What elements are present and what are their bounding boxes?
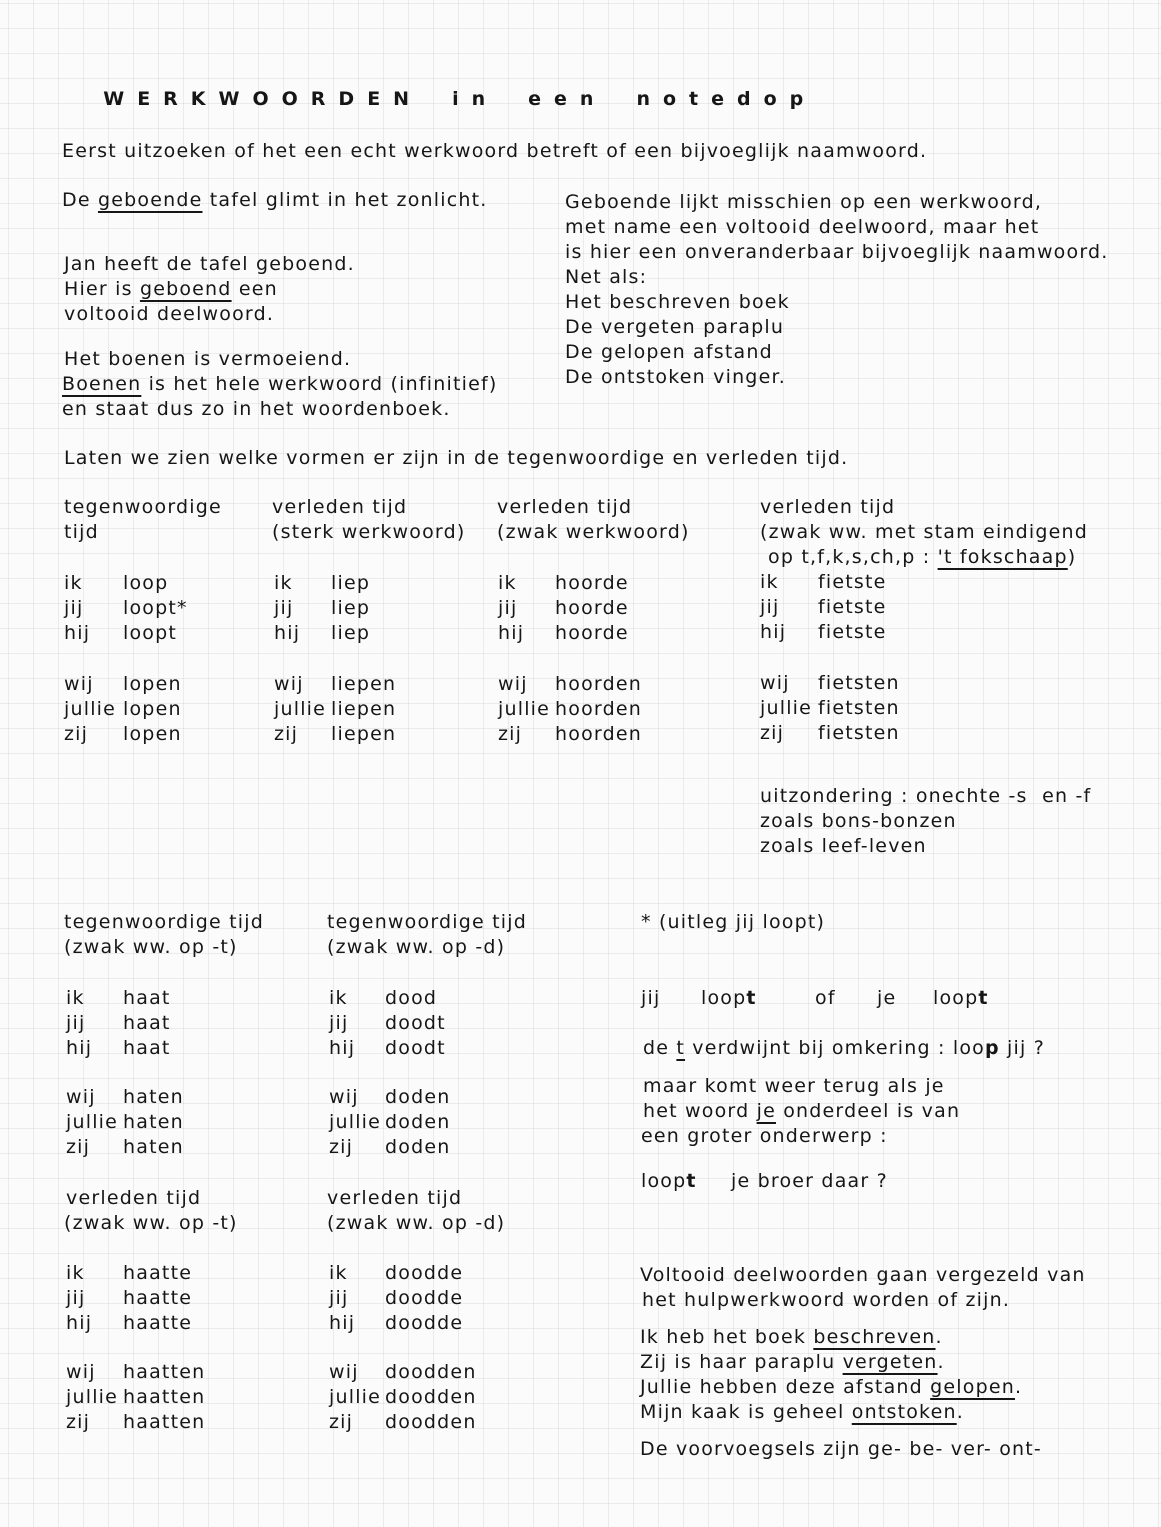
- text: De: [62, 189, 98, 211]
- col1-header-b: tijd: [64, 521, 99, 543]
- col2-header-a: verleden tijd: [272, 496, 408, 518]
- verb-form: doden: [385, 1136, 451, 1158]
- left-line-7: en staat dus zo in het woordenboek.: [62, 398, 451, 420]
- verb-form: liepen: [331, 723, 397, 745]
- uitleg-s2: [701, 986, 757, 1011]
- text: Zij is haar paraplu: [640, 1351, 843, 1373]
- verb-form: dood: [385, 987, 438, 1009]
- pronoun: jullie: [329, 1111, 382, 1133]
- pronoun: zij: [329, 1411, 354, 1433]
- pronoun: jij: [66, 1287, 86, 1309]
- title-word-3: een: [528, 88, 607, 110]
- text: de: [643, 1037, 677, 1059]
- pronoun: wij: [274, 673, 304, 695]
- underlined-word: t: [676, 1037, 686, 1059]
- pronoun: zij: [274, 723, 299, 745]
- text: loop: [701, 987, 747, 1009]
- uitleg-m3: een groter onderwerp :: [641, 1125, 888, 1147]
- bold-letter: p: [985, 1037, 1000, 1059]
- pronoun: ik: [498, 572, 517, 594]
- right-line-1: Geboende lijkt misschien op een werkwoord,: [565, 191, 1043, 213]
- col1-header-a: tegenwoordige: [64, 496, 222, 518]
- pronoun: jij: [329, 1287, 349, 1309]
- uitleg-s1: jij: [641, 987, 661, 1009]
- uitleg-m2: [643, 1099, 960, 1124]
- text: is het hele werkwoord (infinitief): [141, 373, 498, 395]
- dood-header-a: tegenwoordige tijd: [327, 911, 527, 933]
- pronoun: hij: [498, 622, 525, 644]
- title-word-4: notedop: [636, 88, 817, 110]
- pronoun: ik: [274, 572, 293, 594]
- pronoun: wij: [66, 1361, 96, 1383]
- pronoun: ik: [64, 572, 83, 594]
- haatte-header-a: verleden tijd: [66, 1187, 202, 1209]
- page-title: [64, 62, 816, 112]
- uitleg-s3: of: [815, 987, 836, 1009]
- text: .: [1015, 1376, 1023, 1398]
- pronoun: jij: [64, 597, 84, 619]
- pronoun: hij: [329, 1312, 356, 1334]
- pronoun: hij: [760, 621, 787, 643]
- underlined-word: vergeten: [842, 1351, 938, 1373]
- pronoun: zij: [760, 722, 785, 744]
- pronoun: wij: [329, 1361, 359, 1383]
- text: loop: [933, 987, 979, 1009]
- uitleg-s5: [933, 986, 989, 1011]
- col3-header-b: (zwak werkwoord): [497, 521, 690, 543]
- verb-form: doden: [385, 1086, 451, 1108]
- voltooid-line-2: het hulpwerkwoord worden of zijn.: [642, 1289, 1011, 1311]
- verb-form: haatten: [123, 1361, 206, 1383]
- verb-form: doodde: [385, 1262, 464, 1284]
- haat-header-a: tegenwoordige tijd: [64, 911, 264, 933]
- underlined-word: geboende: [97, 189, 203, 211]
- right-line-6: De vergeten paraplu: [565, 316, 785, 338]
- bold-letter: t: [746, 987, 757, 1009]
- pronoun: wij: [329, 1086, 359, 1108]
- verb-form: haten: [123, 1136, 184, 1158]
- verb-form: hoorden: [555, 673, 642, 695]
- verb-form: lopen: [123, 723, 182, 745]
- verb-form: liep: [331, 597, 371, 619]
- verb-form: haatte: [123, 1262, 193, 1284]
- verb-form: haat: [123, 987, 171, 1009]
- example-3: [640, 1375, 1022, 1400]
- pronoun: zij: [66, 1411, 91, 1433]
- pronoun: ik: [66, 987, 85, 1009]
- pronoun: ik: [329, 987, 348, 1009]
- pronoun: wij: [760, 672, 790, 694]
- col4-header-c: [768, 545, 1076, 570]
- underlined-word: gelopen: [930, 1376, 1016, 1398]
- text: ): [1067, 546, 1077, 568]
- verb-form: liepen: [331, 673, 397, 695]
- pronoun: hij: [329, 1037, 356, 1059]
- verb-form: doodde: [385, 1287, 464, 1309]
- bold-letter: t: [686, 1170, 697, 1192]
- pronoun: jullie: [329, 1386, 382, 1408]
- pronoun: ik: [329, 1262, 348, 1284]
- text: een: [231, 278, 278, 300]
- underlined-word: 't fokschaap: [937, 546, 1068, 568]
- exception-line-2: zoals bons-bonzen: [760, 810, 957, 832]
- verb-form: fietste: [818, 621, 887, 643]
- pronoun: ik: [760, 571, 779, 593]
- uitleg-q2: je broer daar ?: [731, 1170, 888, 1192]
- col4-header-b: (zwak ww. met stam eindigend: [760, 521, 1089, 543]
- verb-form: hoorden: [555, 723, 642, 745]
- haat-header-b: (zwak ww. op -t): [64, 936, 238, 958]
- pronoun: jij: [760, 596, 780, 618]
- underlined-word: beschreven: [813, 1326, 936, 1348]
- pronoun: jij: [66, 1012, 86, 1034]
- text: jij ?: [999, 1037, 1046, 1059]
- right-line-5: Het beschreven boek: [565, 291, 790, 313]
- verb-form: fietsten: [818, 697, 900, 719]
- pronoun: hij: [64, 622, 91, 644]
- verb-form: loop: [123, 572, 169, 594]
- verb-form: lopen: [123, 698, 182, 720]
- pronoun: jullie: [498, 698, 551, 720]
- pronoun: jullie: [66, 1386, 119, 1408]
- text: Mijn kaak is geheel: [640, 1401, 852, 1423]
- pronoun: jullie: [66, 1111, 119, 1133]
- verb-form: haat: [123, 1037, 171, 1059]
- underlined-word: Boenen: [62, 373, 142, 395]
- verb-form: liepen: [331, 698, 397, 720]
- left-line-4: voltooid deelwoord.: [64, 303, 275, 325]
- pronoun: jullie: [760, 697, 813, 719]
- col3-header-a: verleden tijd: [497, 496, 633, 518]
- text: .: [956, 1401, 964, 1423]
- text: Ik heb het boek: [640, 1326, 814, 1348]
- uitleg-s4: je: [877, 987, 897, 1009]
- dood-header-b: (zwak ww. op -d): [327, 936, 506, 958]
- verb-form: haat: [123, 1012, 171, 1034]
- verb-form: lopen: [123, 673, 182, 695]
- right-line-4: Net als:: [565, 266, 648, 288]
- pronoun: jullie: [64, 698, 117, 720]
- text: Hier is: [64, 278, 140, 300]
- example-4: [640, 1400, 964, 1425]
- example-2: [640, 1350, 945, 1375]
- verb-form: doodde: [385, 1312, 464, 1334]
- verb-form: fietste: [818, 571, 887, 593]
- pronoun: zij: [498, 723, 523, 745]
- section-intro: Laten we zien welke vormen er zijn in de tegenwoordige en verleden tijd.: [64, 447, 849, 469]
- verb-form: loopt*: [123, 597, 188, 619]
- pronoun: zij: [64, 723, 89, 745]
- text: het woord: [643, 1100, 757, 1122]
- prefixes-line: De voorvoegsels zijn ge- be- ver- ont-: [640, 1438, 1042, 1460]
- pronoun: ik: [66, 1262, 85, 1284]
- text: Jullie hebben deze afstand: [640, 1376, 931, 1398]
- left-line-1: [62, 188, 488, 213]
- text: tafel glimt in het zonlicht.: [202, 189, 488, 211]
- verb-form: doodt: [385, 1012, 446, 1034]
- text: op t,f,k,s,ch,p :: [768, 546, 938, 568]
- haatte-header-b: (zwak ww. op -t): [64, 1212, 238, 1234]
- verb-form: haatte: [123, 1312, 193, 1334]
- verb-form: haten: [123, 1086, 184, 1108]
- pronoun: wij: [64, 673, 94, 695]
- verb-form: fietste: [818, 596, 887, 618]
- verb-form: haatte: [123, 1287, 193, 1309]
- underlined-word: je: [756, 1100, 776, 1122]
- uitleg-heading: * (uitleg jij loopt): [641, 911, 826, 933]
- voltooid-line-1: Voltooid deelwoorden gaan vergezeld van: [640, 1264, 1086, 1286]
- uitleg-omkering: [643, 1036, 1045, 1061]
- doodde-header-a: verleden tijd: [327, 1187, 463, 1209]
- pronoun: jij: [329, 1012, 349, 1034]
- pronoun: wij: [66, 1086, 96, 1108]
- right-line-3: is hier een onveranderbaar bijvoeglijk naamwoord.: [565, 241, 1109, 263]
- title-word-1: WERKWOORDEN: [103, 88, 423, 110]
- right-line-7: De gelopen afstand: [565, 341, 773, 363]
- verb-form: hoorde: [555, 572, 629, 594]
- pronoun: hij: [274, 622, 301, 644]
- uitleg-m1: maar komt weer terug als je: [643, 1075, 945, 1097]
- verb-form: hoorde: [555, 597, 629, 619]
- left-line-6: [62, 372, 498, 397]
- left-line-2: Jan heeft de tafel geboend.: [64, 253, 355, 275]
- right-line-2: met name een voltooid deelwoord, maar het: [565, 216, 1040, 238]
- verb-form: liep: [331, 572, 371, 594]
- pronoun: zij: [329, 1136, 354, 1158]
- col2-header-b: (sterk werkwoord): [272, 521, 466, 543]
- underlined-word: ontstoken: [851, 1401, 957, 1423]
- text: onderdeel is van: [775, 1100, 961, 1122]
- left-line-3: [64, 277, 278, 302]
- uitleg-q1: [641, 1169, 697, 1194]
- verb-form: haten: [123, 1111, 184, 1133]
- right-line-8: De ontstoken vinger.: [565, 366, 786, 388]
- underlined-word: geboend: [139, 278, 232, 300]
- verb-form: doodden: [385, 1361, 477, 1383]
- pronoun: jij: [498, 597, 518, 619]
- title-word-2: in: [452, 88, 499, 110]
- text: verdwijnt bij omkering : loo: [685, 1037, 985, 1059]
- bold-letter: t: [978, 987, 989, 1009]
- pronoun: wij: [498, 673, 528, 695]
- verb-form: doodt: [385, 1037, 446, 1059]
- verb-form: haatten: [123, 1411, 206, 1433]
- verb-form: haatten: [123, 1386, 206, 1408]
- pronoun: hij: [66, 1037, 93, 1059]
- verb-form: doden: [385, 1111, 451, 1133]
- intro-text: Eerst uitzoeken of het een echt werkwoord betreft of een bijvoeglijk naamwoord.: [62, 140, 928, 162]
- doodde-header-b: (zwak ww. op -d): [327, 1212, 506, 1234]
- pronoun: jullie: [274, 698, 327, 720]
- verb-form: liep: [331, 622, 371, 644]
- text: loop: [641, 1170, 687, 1192]
- verb-form: loopt: [123, 622, 178, 644]
- pronoun: jij: [274, 597, 294, 619]
- verb-form: hoorde: [555, 622, 629, 644]
- exception-line-3: zoals leef-leven: [760, 835, 927, 857]
- text: .: [935, 1326, 943, 1348]
- left-line-5: Het boenen is vermoeiend.: [64, 348, 352, 370]
- verb-form: fietsten: [818, 672, 900, 694]
- col4-header-a: verleden tijd: [760, 496, 896, 518]
- pronoun: hij: [66, 1312, 93, 1334]
- pronoun: zij: [66, 1136, 91, 1158]
- verb-form: hoorden: [555, 698, 642, 720]
- verb-form: doodden: [385, 1411, 477, 1433]
- verb-form: fietsten: [818, 722, 900, 744]
- example-1: [640, 1325, 943, 1350]
- exception-line-1: uitzondering : onechte -s en -f: [760, 785, 1092, 807]
- text: .: [937, 1351, 945, 1373]
- verb-form: doodden: [385, 1386, 477, 1408]
